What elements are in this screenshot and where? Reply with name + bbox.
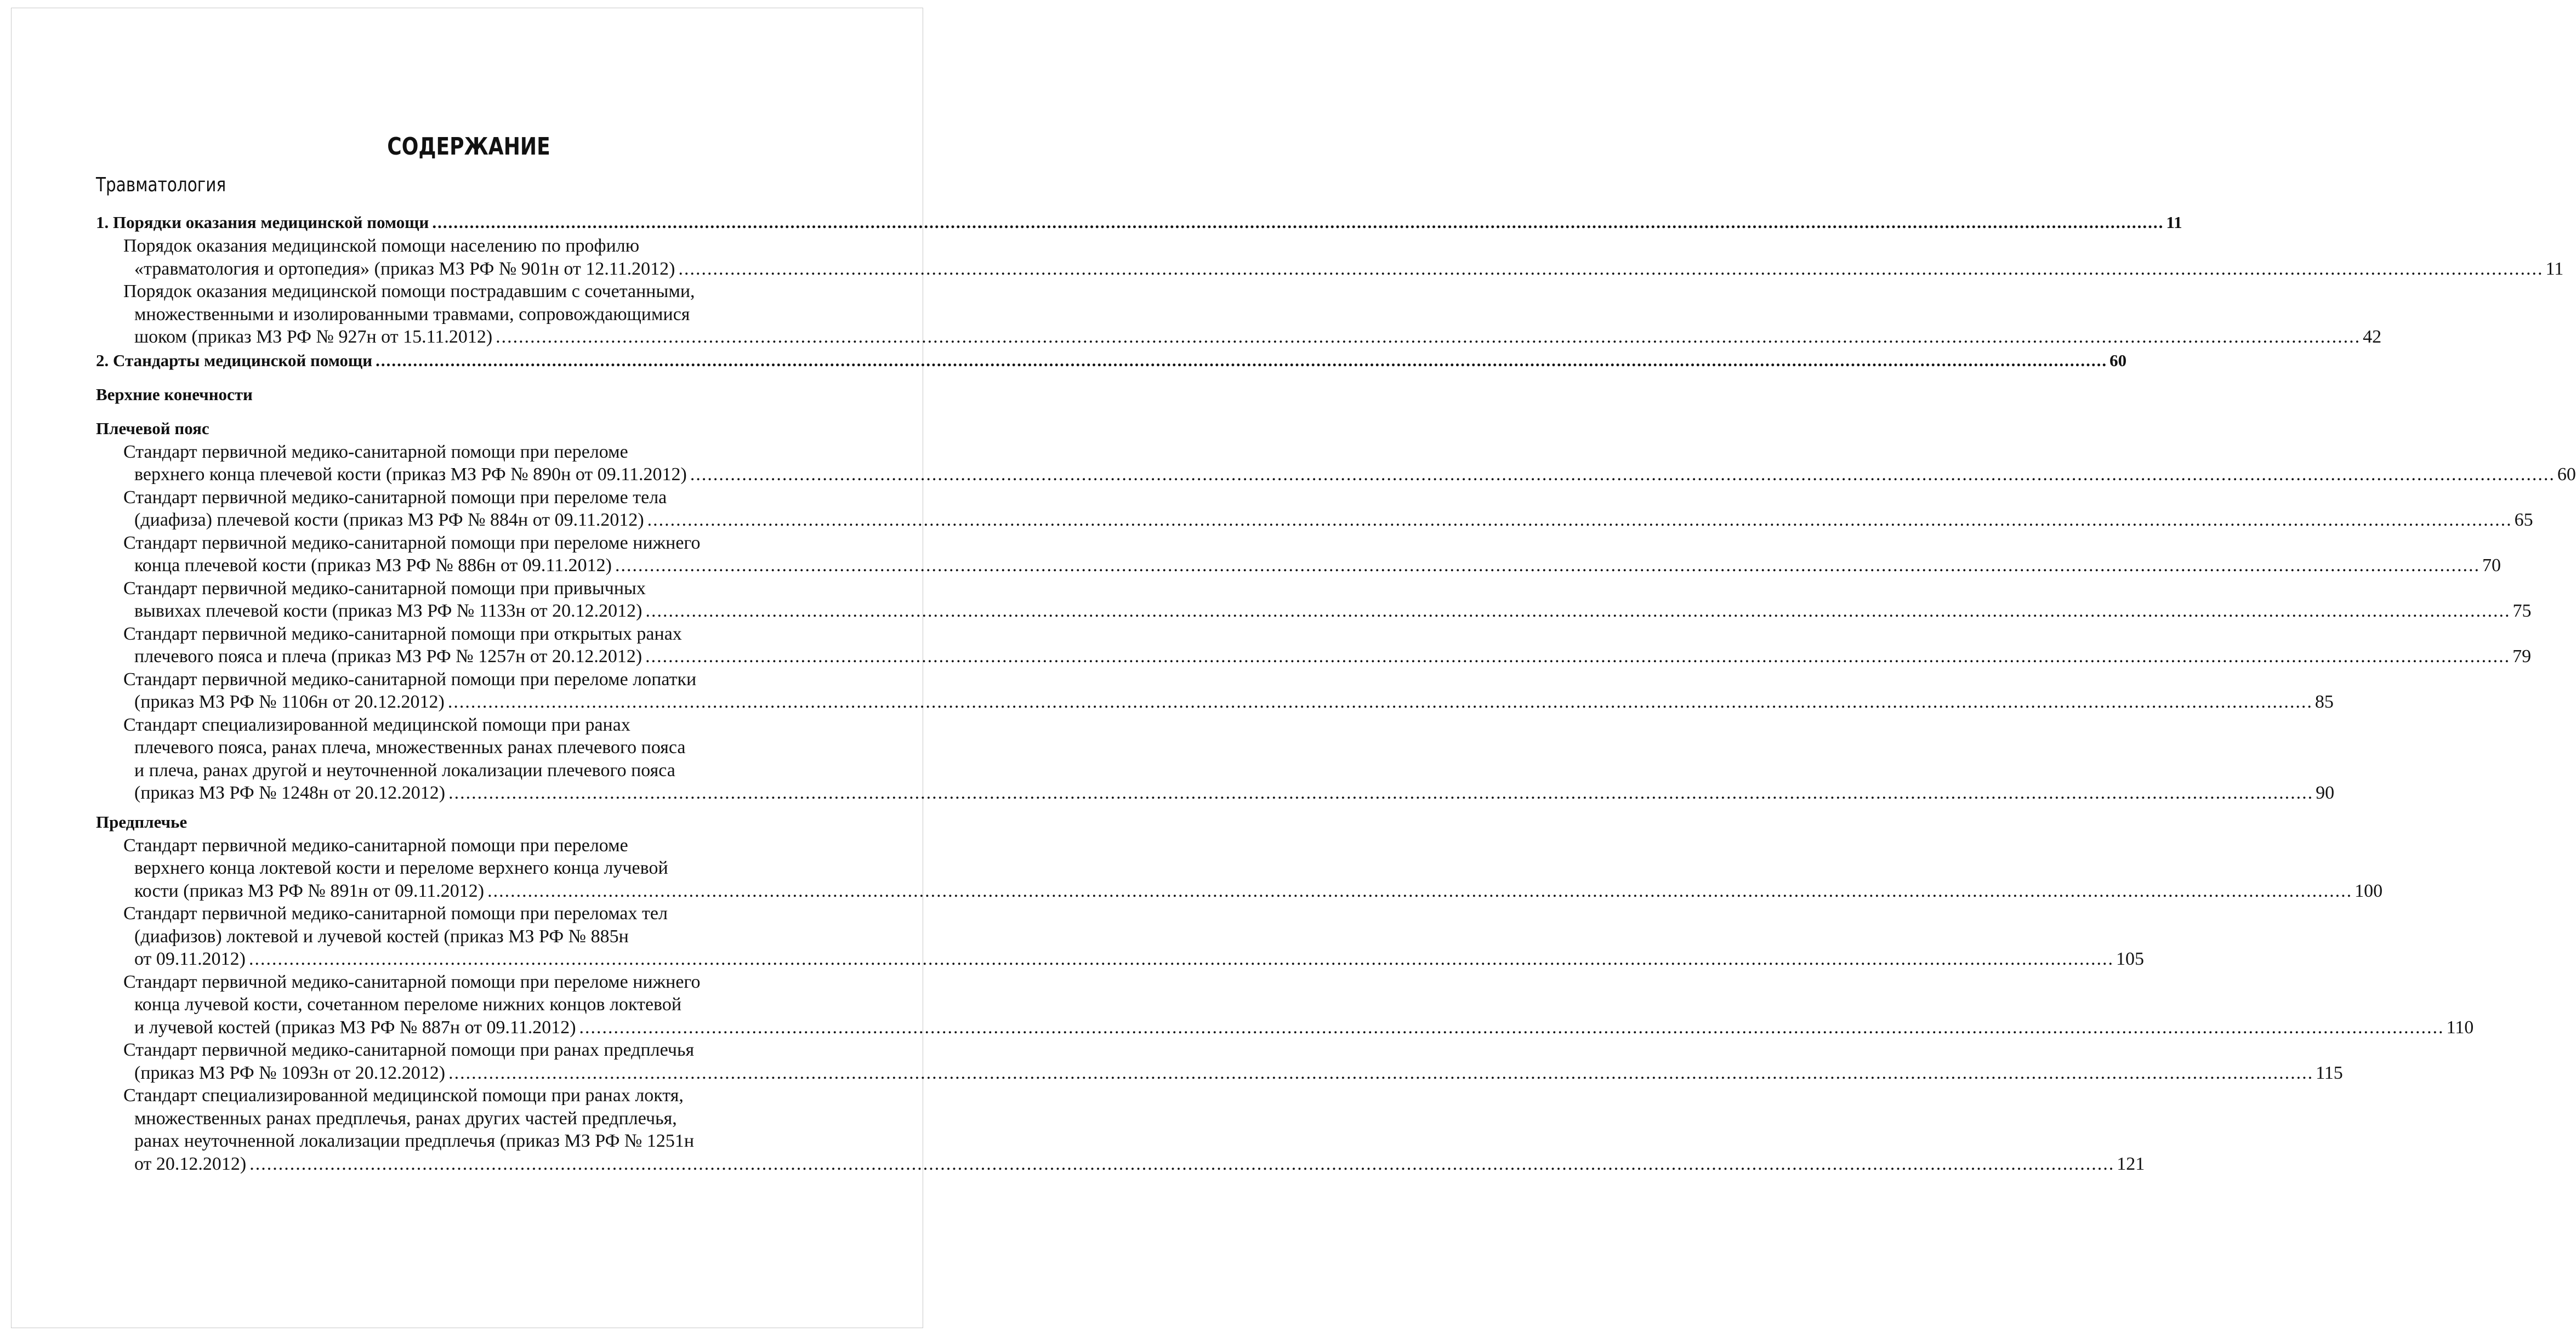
toc-entry-text: (приказ МЗ РФ № 1093н от 20.12.2012) [134,1062,446,1083]
toc-entry-last-line [96,349,2127,373]
toc-entry[interactable] [96,902,2144,971]
toc-entry[interactable] [96,714,2335,805]
dot-leader [645,646,2510,667]
toc-entry-text: Стандарт первичной медико-санитарной помощи при переломе тела [123,487,667,508]
toc-entry-text: и лучевой костей (приказ МЗ РФ № 887н от 09.11.2012) [134,1017,576,1038]
toc-entry-text: верхнего конца локтевой кости и переломе верхнего конца лучевой [134,858,668,878]
toc-entry-text: кости (приказ МЗ РФ № 891н от 09.11.2012) [134,880,485,901]
table-of-contents [96,132,2576,1175]
toc-subheading: Верхние конечности [96,384,253,404]
toc-entry-text: Стандарт первичной медико-санитарной помощи при переломах тел [123,903,668,924]
page-number: 110 [2446,1017,2474,1038]
toc-entry-text: от 09.11.2012) [134,949,246,969]
section-heading: Травматология [96,174,226,196]
toc-entry-text: (диафиза) плечевой кости (приказ МЗ РФ № 884н от 09.11.2012) [134,510,644,530]
toc-entry-text: конца лучевой кости, сочетанном переломе нижних концов локтевой [134,994,682,1015]
toc-entry-last-line [96,948,2144,971]
toc-entry-text: множественными и изолированными травмами, сопровождающимися [134,304,690,324]
page-number: 90 [2316,783,2335,803]
dot-leader [249,1154,2114,1174]
toc-entry-last-line [96,554,2501,577]
dot-leader [432,213,2164,232]
toc-entry-text: Стандарт первичной медико-санитарной помощи при переломе [123,835,628,856]
page-number: 100 [2355,880,2383,901]
page-number: 115 [2316,1062,2343,1083]
toc-entry[interactable] [96,834,2383,903]
toc-chapter-entry[interactable] [96,210,2182,235]
toc-entry-text: Стандарт первичной медико-санитарной помощи при открытых ранах [123,623,682,644]
toc-entry[interactable] [96,1039,2343,1084]
toc-entry-text: Стандарт первичной медико-санитарной помощи при привычных [123,578,646,599]
dot-leader [376,351,2107,370]
toc-entry-text: Стандарт первичной медико-санитарной помощи при переломе нижнего [123,971,701,992]
dot-leader [448,1063,2313,1083]
toc-entry[interactable] [96,623,2532,668]
page-number: 105 [2116,949,2144,969]
page-number: 70 [2482,555,2501,576]
toc-entry-text: плечевого пояса, ранах плеча, множественных ранах плечевого пояса [134,737,686,758]
toc-entry-text: (приказ МЗ РФ № 1106н от 20.12.2012) [134,692,445,712]
toc-entry-text: вывихах плечевой кости (приказ МЗ РФ № 1133н от 20.12.2012) [134,601,642,621]
toc-entry-text: верхнего конца плечевой кости (приказ МЗ РФ № 890н от 09.11.2012) [134,464,687,485]
toc-entry-text: ранах неуточненной локализации предплечья (приказ МЗ РФ № 1251н [134,1131,695,1151]
toc-entry-last-line [96,326,2382,349]
toc-entry-last-line [96,645,2532,668]
dot-leader [690,464,2555,485]
toc-entry-text: Стандарт первичной медико-санитарной помощи при ранах предплечья [123,1040,695,1060]
toc-entry-last-line [96,210,2182,235]
toc-entry-last-line [96,1153,2145,1176]
dot-leader [496,327,2361,347]
page-number: 65 [2514,510,2533,530]
toc-entry-text: Стандарт специализированной медицинской помощи при ранах локтя, [123,1085,684,1106]
toc-entry-text: Стандарт первичной медико-санитарной помощи при переломе лопатки [123,669,697,690]
page-number: 42 [2363,327,2382,347]
page-number: 85 [2315,692,2334,712]
toc-entry-text: (диафизов) локтевой и лучевой костей (приказ МЗ РФ № 885н [134,926,629,947]
toc-entry-last-line [96,1062,2343,1085]
toc-entry[interactable] [96,486,2533,532]
dot-leader [678,259,2543,279]
toc-entry-text: 2. Стандарты медицинской помощи [96,350,373,370]
toc-entry-text: Порядок оказания медицинской помощи населению по профилю [123,236,640,256]
toc-entry-text: «травматология и ортопедия» (приказ МЗ РФ № 901н от 12.11.2012) [134,258,675,279]
toc-entry-last-line [96,691,2334,714]
dot-leader [448,692,2313,712]
page-number: 75 [2512,601,2532,621]
toc-list [96,210,2576,1175]
toc-entry-last-line [96,880,2383,903]
toc-subheading: Плечевой пояс [96,418,209,438]
toc-entry[interactable] [96,668,2334,714]
page-number: 60 [2557,464,2576,485]
page-title: СОДЕРЖАНИЕ [387,133,550,161]
page-number: 79 [2512,646,2532,667]
toc-entry[interactable] [96,577,2532,623]
toc-entry-last-line [96,1016,2474,1039]
dot-leader [448,783,2313,803]
toc-entry[interactable] [96,441,2576,486]
toc-entry-text: и плеча, ранах другой и неуточненной локализации плечевого пояса [134,760,675,781]
toc-entry-text: Стандарт первичной медико-санитарной помощи при переломе нижнего [123,532,701,553]
toc-entry-last-line [96,782,2335,805]
toc-entry[interactable] [96,971,2474,1039]
toc-entry[interactable] [96,280,2382,349]
toc-subheading: Предплечье [96,812,187,832]
toc-entry-text: шоком (приказ МЗ РФ № 927н от 15.11.2012) [134,327,493,347]
page-number: 121 [2117,1153,2145,1174]
toc-entry-text: (приказ МЗ РФ № 1248н от 20.12.2012) [134,783,446,803]
toc-entry-last-line [96,258,2564,281]
toc-entry-text: плечевого пояса и плеча (приказ МЗ РФ № 1257н от 20.12.2012) [134,646,642,667]
toc-entry-last-line [96,600,2532,623]
page-number: 60 [2109,350,2127,370]
page-number: 11 [2545,258,2564,279]
toc-entry-last-line [96,463,2576,486]
toc-entry-text: Стандарт специализированной медицинской помощи при ранах [123,714,630,735]
toc-entry[interactable] [96,1084,2145,1175]
dot-leader [579,1017,2444,1038]
toc-entry-last-line [96,509,2533,532]
toc-entry-text: Порядок оказания медицинской помощи пострадавшим с сочетанными, [123,281,695,301]
dot-leader [647,510,2512,530]
toc-chapter-entry[interactable] [96,349,2127,373]
dot-leader [249,949,2114,969]
dot-leader [645,601,2510,621]
toc-entry-text: конца плечевой кости (приказ МЗ РФ № 886н от 09.11.2012) [134,555,612,576]
dot-leader [487,881,2352,901]
page-number: 11 [2166,213,2182,232]
toc-entry-text: Стандарт первичной медико-санитарной помощи при переломе [123,441,628,462]
toc-entry-text: множественных ранах предплечья, ранах других частей предплечья, [134,1108,677,1129]
dot-leader [615,555,2480,576]
toc-entry[interactable] [96,532,2501,577]
toc-entry-text: от 20.12.2012) [134,1153,247,1174]
toc-entry-text: 1. Порядки оказания медицинской помощи [96,213,429,232]
toc-entry[interactable] [96,235,2564,280]
